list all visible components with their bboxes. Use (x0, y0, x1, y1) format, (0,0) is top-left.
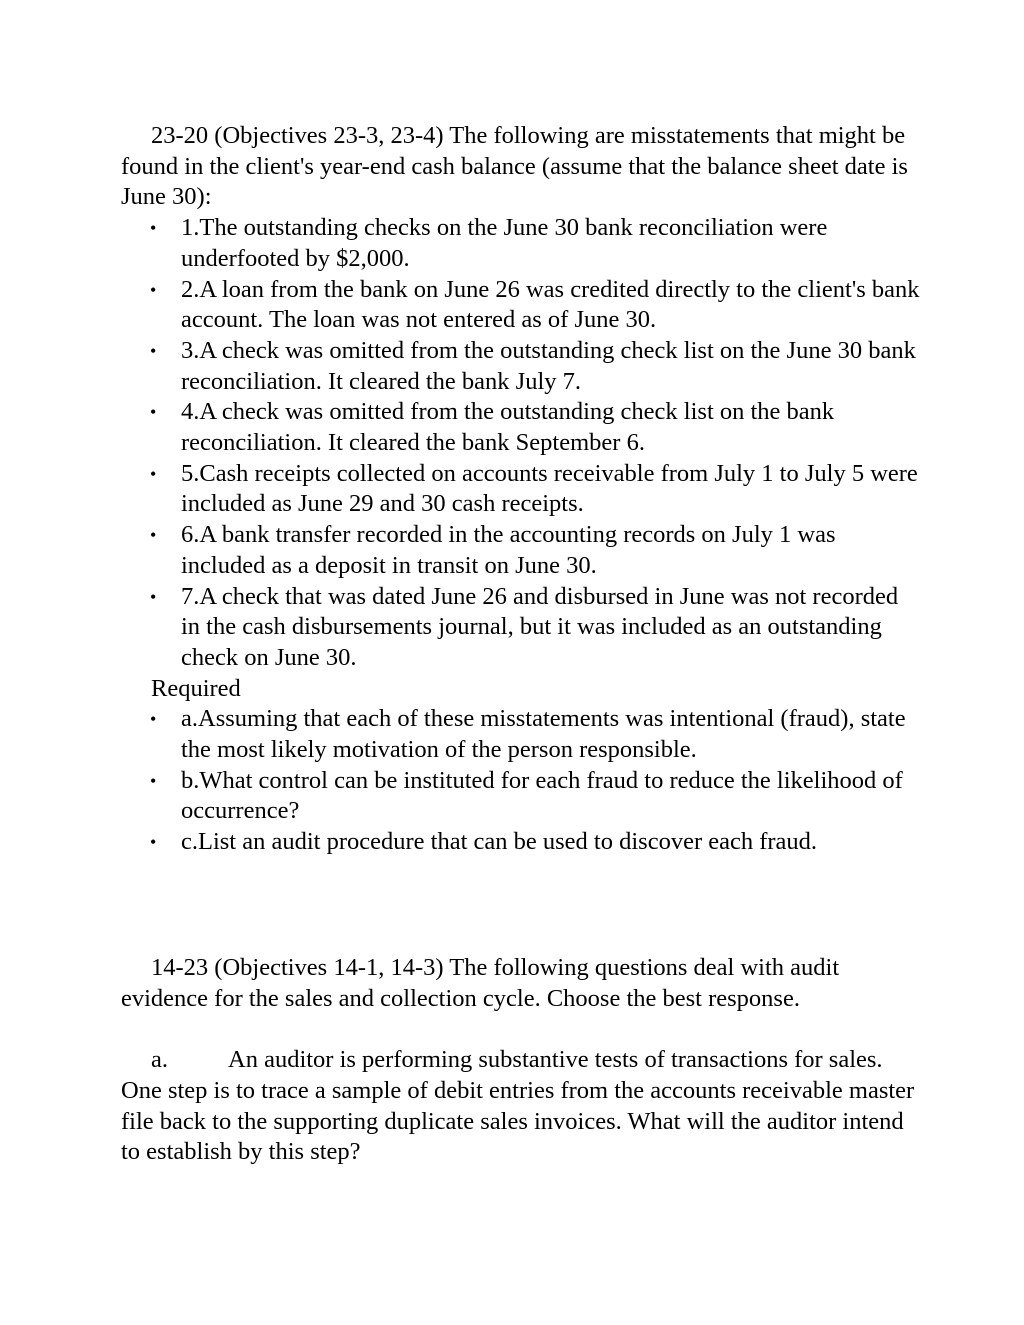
bullet-icon: • (150, 340, 157, 361)
problem-23-20 (121, 121, 921, 858)
requirement-a: a.Assuming that each of these misstatements was intentional (fraud), state the most likely motivation of the person responsible. (181, 705, 906, 764)
problem-23-20-intro: 23-20 (Objectives 23-3, 23-4) The following are misstatements that might be found in the client's year-end cash balance (assume that the balance sheet date is June 30): (121, 122, 908, 211)
bullet-icon: • (150, 463, 157, 484)
bullet-icon: • (150, 402, 157, 423)
question-a (121, 1045, 921, 1168)
bullet-icon: • (150, 586, 157, 607)
misstatement-5: 5.Cash receipts collected on accounts receivable from July 1 to July 5 were included as June 29 and 30 cash receipts. (181, 459, 918, 518)
list-item (150, 397, 921, 458)
bullet-icon: • (150, 218, 157, 239)
list-item (150, 582, 921, 674)
bullet-icon: • (150, 279, 157, 300)
list-item (150, 827, 921, 858)
list-item (150, 766, 921, 827)
requirement-list (121, 704, 921, 858)
bullet-icon: • (150, 770, 157, 791)
requirement-b: b.What control can be instituted for each fraud to reduce the likelihood of occurrence? (181, 766, 903, 825)
bullet-icon: • (150, 832, 157, 853)
required-heading: Required (151, 674, 241, 702)
misstatement-3: 3.A check was omitted from the outstanding check list on the June 30 bank reconciliation. It cleared the bank July 7. (181, 336, 916, 395)
list-item (150, 336, 921, 397)
requirement-c: c.List an audit procedure that can be used to discover each fraud. (181, 828, 818, 856)
bullet-icon: • (150, 525, 157, 546)
problem-14-23 (121, 953, 921, 1168)
list-item (150, 459, 921, 520)
misstatement-list (121, 213, 921, 674)
spacer (121, 1014, 921, 1045)
misstatement-2: 2.A loan from the bank on June 26 was credited directly to the client's bank account. The loan was not entered as of June 30. (181, 275, 920, 334)
list-item (150, 275, 921, 336)
list-item (150, 704, 921, 765)
misstatement-7: 7.A check that was dated June 26 and disbursed in June was not recorded in the cash disbursements journal, but it was included as an outstanding check on June 30. (181, 582, 899, 671)
problem-14-23-intro: 14-23 (Objectives 14-1, 14-3) The following questions deal with audit evidence for the sales and collection cycle. Choose the best response. (121, 954, 840, 1012)
misstatement-1: 1.The outstanding checks on the June 30 bank reconciliation were underfooted by $2,000. (181, 214, 828, 272)
misstatement-4: 4.A check was omitted from the outstanding check list on the bank reconciliation. It cleared the bank September 6. (181, 398, 835, 457)
bullet-icon: • (150, 709, 157, 730)
list-item (150, 520, 921, 581)
question-a-text: An auditor is performing substantive tests of transactions for sales. One step is to trace a sample of debit entries from the accounts receivable master file back to the supporting duplicate sales invoices. What will the auditor intend to establish by this step? (121, 1046, 915, 1166)
question-a-letter: a. (151, 1046, 168, 1074)
misstatement-6: 6.A bank transfer recorded in the accounting records on July 1 was included as a deposit in transit on June 30. (181, 521, 836, 579)
list-item (150, 213, 921, 274)
